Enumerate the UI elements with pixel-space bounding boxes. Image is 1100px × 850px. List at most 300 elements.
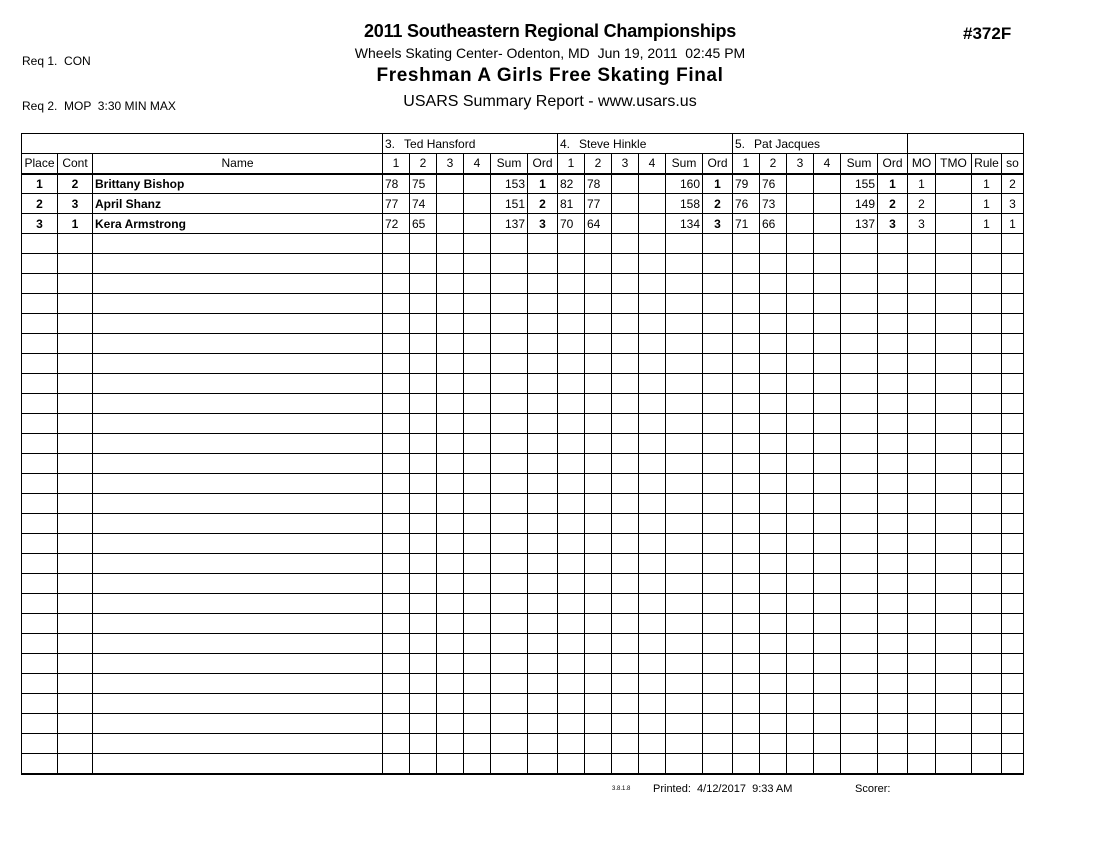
empty-cell [464,454,491,474]
empty-cell [639,594,666,614]
empty-cell [410,274,437,294]
empty-cell [972,334,1002,354]
empty-cell [703,734,733,754]
empty-cell [528,674,558,694]
empty-cell [383,574,410,594]
empty-cell [639,634,666,654]
empty-cell [972,354,1002,374]
empty-cell [585,654,612,674]
empty-cell [585,374,612,394]
empty-cell [58,634,93,654]
empty-cell [437,394,464,414]
empty-cell [1002,574,1024,594]
empty-cell [464,494,491,514]
empty-cell [972,714,1002,734]
empty-cell [410,454,437,474]
empty-cell [936,554,972,574]
empty-cell [814,754,841,774]
empty-cell [464,714,491,734]
judge3-sum: 137 [491,214,528,234]
empty-cell [1002,274,1024,294]
empty-cell [58,294,93,314]
empty-cell [787,294,814,314]
empty-cell [558,514,585,534]
empty-cell [464,274,491,294]
empty-cell [1002,494,1024,514]
empty-cell [878,674,908,694]
empty-cell [814,514,841,534]
title-block [0,21,1100,111]
empty-cell [22,294,58,314]
col-header-place: Place [22,154,58,174]
empty-cell [972,254,1002,274]
empty-cell [733,434,760,454]
empty-cell [1002,534,1024,554]
rule-value: 1 [972,174,1002,194]
empty-cell [491,234,528,254]
empty-cell [437,374,464,394]
judge3-score-1: 77 [383,194,410,214]
empty-cell [383,554,410,574]
empty-cell [814,494,841,514]
empty-cell [93,534,383,554]
empty-cell [972,754,1002,774]
judge3-score-1: 72 [383,214,410,234]
empty-cell [972,374,1002,394]
empty-cell [528,634,558,654]
empty-cell [528,314,558,334]
empty-cell [58,314,93,334]
empty-cell [437,254,464,274]
empty-cell [93,394,383,414]
empty-cell [491,514,528,534]
empty-cell [878,654,908,674]
empty-cell [383,454,410,474]
empty-cell [878,514,908,534]
judge3-score-3 [437,214,464,234]
empty-cell [733,314,760,334]
empty-cell [703,234,733,254]
empty-cell [437,234,464,254]
empty-cell [787,274,814,294]
empty-cell [666,234,703,254]
empty-cell [787,534,814,554]
empty-row [22,374,1024,394]
empty-cell [1002,474,1024,494]
empty-cell [908,414,936,434]
empty-cell [787,634,814,654]
empty-cell [878,454,908,474]
empty-cell [93,474,383,494]
empty-cell [58,594,93,614]
empty-cell [464,534,491,554]
empty-cell [639,394,666,414]
empty-cell [787,494,814,514]
judge3-ordinal: 2 [528,194,558,214]
empty-cell [1002,614,1024,634]
empty-cell [666,634,703,654]
empty-cell [814,474,841,494]
empty-cell [558,394,585,414]
empty-cell [383,614,410,634]
empty-cell [814,334,841,354]
empty-cell [585,734,612,754]
empty-cell [558,534,585,554]
empty-cell [703,274,733,294]
empty-cell [383,594,410,614]
empty-cell [612,494,639,514]
empty-cell [1002,414,1024,434]
empty-cell [666,614,703,634]
empty-cell [936,374,972,394]
col-header-judge4-3: 3 [612,154,639,174]
empty-cell [666,554,703,574]
empty-cell [612,314,639,334]
col-header-judge5-3: 3 [787,154,814,174]
empty-cell [972,574,1002,594]
empty-cell [733,754,760,774]
judge4-score-4 [639,194,666,214]
empty-row [22,614,1024,634]
empty-cell [703,614,733,634]
empty-cell [58,574,93,594]
col-header-judge4-1: 1 [558,154,585,174]
empty-cell [491,354,528,374]
empty-cell [58,554,93,574]
empty-cell [464,314,491,334]
empty-cell [733,354,760,374]
empty-cell [410,474,437,494]
empty-cell [841,574,878,594]
judge5-score-3 [787,174,814,194]
empty-cell [383,414,410,434]
col-header-name: Name [93,154,383,174]
rule-value: 1 [972,214,1002,234]
empty-cell [528,454,558,474]
empty-cell [639,354,666,374]
judge5-score-2: 76 [760,174,787,194]
empty-cell [936,634,972,654]
judge5-score-4 [814,174,841,194]
empty-cell [639,494,666,514]
empty-cell [93,434,383,454]
judge4-score-3 [612,174,639,194]
empty-cell [733,494,760,514]
empty-cell [639,574,666,594]
empty-cell [437,474,464,494]
col-header-judge4-sum: Sum [666,154,703,174]
empty-row [22,494,1024,514]
empty-cell [58,354,93,374]
empty-cell [733,454,760,474]
empty-cell [58,714,93,734]
empty-cell [22,314,58,334]
empty-cell [464,414,491,434]
empty-cell [585,474,612,494]
empty-cell [491,334,528,354]
empty-cell [528,654,558,674]
empty-cell [410,594,437,614]
empty-cell [22,594,58,614]
empty-cell [491,614,528,634]
empty-cell [383,274,410,294]
empty-cell [491,654,528,674]
empty-cell [878,494,908,514]
empty-cell [410,614,437,634]
col-header-judge4-ord: Ord [703,154,733,174]
judge-header-3 [383,134,558,154]
empty-cell [410,334,437,354]
empty-cell [58,754,93,774]
col-header-judge5-1: 1 [733,154,760,174]
empty-cell [558,594,585,614]
empty-cell [814,434,841,454]
empty-cell [437,754,464,774]
empty-cell [936,594,972,614]
empty-cell [410,714,437,734]
empty-cell [787,254,814,274]
empty-cell [841,254,878,274]
req-line-1: Req 1. CON [22,54,91,68]
empty-cell [410,694,437,714]
empty-cell [1002,294,1024,314]
empty-cell [437,334,464,354]
empty-cell [58,654,93,674]
empty-cell [703,514,733,534]
judge3-score-3 [437,194,464,214]
empty-cell [410,374,437,394]
empty-cell [491,594,528,614]
empty-cell [464,694,491,714]
empty-cell [703,294,733,314]
empty-cell [58,614,93,634]
empty-cell [22,434,58,454]
empty-cell [787,434,814,454]
empty-cell [908,674,936,694]
empty-cell [878,374,908,394]
empty-cell [93,514,383,534]
empty-cell [703,254,733,274]
empty-cell [528,734,558,754]
empty-cell [733,254,760,274]
empty-cell [585,554,612,574]
empty-cell [612,294,639,314]
empty-cell [703,714,733,734]
col-header-judge4-4: 4 [639,154,666,174]
empty-cell [1002,374,1024,394]
empty-cell [703,454,733,474]
empty-cell [528,614,558,634]
empty-cell [703,754,733,774]
empty-cell [558,334,585,354]
empty-cell [878,574,908,594]
empty-cell [585,674,612,694]
empty-cell [908,454,936,474]
empty-cell [58,434,93,454]
empty-cell [585,414,612,434]
col-header-judge5-2: 2 [760,154,787,174]
empty-cell [814,274,841,294]
empty-cell [612,714,639,734]
empty-cell [760,754,787,774]
place-value: 3 [22,214,58,234]
empty-cell [639,294,666,314]
empty-cell [464,294,491,314]
empty-cell [383,754,410,774]
empty-cell [878,734,908,754]
empty-cell [814,394,841,414]
empty-cell [585,334,612,354]
empty-cell [639,514,666,534]
empty-cell [383,694,410,714]
empty-cell [639,234,666,254]
empty-cell [1002,514,1024,534]
col-header-so: so [1002,154,1024,174]
empty-cell [437,734,464,754]
empty-cell [558,614,585,634]
empty-cell [787,714,814,734]
empty-cell [383,634,410,654]
empty-cell [93,354,383,374]
empty-cell [22,534,58,554]
empty-row [22,534,1024,554]
empty-cell [908,394,936,414]
skater-name: Brittany Bishop [93,174,383,194]
judge5-score-1: 71 [733,214,760,234]
empty-cell [528,514,558,534]
empty-cell [639,414,666,434]
empty-cell [383,374,410,394]
empty-cell [491,414,528,434]
empty-cell [666,354,703,374]
empty-cell [972,314,1002,334]
empty-cell [639,254,666,274]
empty-cell [936,694,972,714]
empty-cell [93,314,383,334]
empty-cell [410,754,437,774]
empty-cell [58,514,93,534]
skater-name: Kera Armstrong [93,214,383,234]
empty-cell [908,314,936,334]
empty-cell [814,734,841,754]
empty-cell [585,394,612,414]
empty-cell [787,334,814,354]
empty-cell [410,234,437,254]
empty-cell [841,374,878,394]
empty-cell [585,694,612,714]
empty-cell [841,314,878,334]
empty-cell [878,354,908,374]
col-header-judge3-4: 4 [464,154,491,174]
empty-cell [733,394,760,414]
empty-cell [22,394,58,414]
empty-cell [93,554,383,574]
empty-cell [972,434,1002,454]
empty-cell [58,334,93,354]
empty-cell [58,274,93,294]
empty-cell [936,514,972,534]
skater-name: April Shanz [93,194,383,214]
empty-cell [410,494,437,514]
empty-cell [410,414,437,434]
empty-cell [558,654,585,674]
empty-cell [437,574,464,594]
empty-cell [612,414,639,434]
empty-cell [612,734,639,754]
empty-cell [639,534,666,554]
empty-cell [814,694,841,714]
empty-row [22,274,1024,294]
empty-cell [585,314,612,334]
empty-cell [733,234,760,254]
empty-cell [93,574,383,594]
empty-cell [972,614,1002,634]
empty-cell [558,434,585,454]
empty-cell [464,654,491,674]
empty-cell [936,654,972,674]
so-value: 3 [1002,194,1024,214]
col-header-judge5-4: 4 [814,154,841,174]
empty-cell [733,374,760,394]
empty-cell [93,734,383,754]
empty-cell [814,654,841,674]
empty-cell [878,274,908,294]
judge4-score-4 [639,214,666,234]
empty-cell [22,474,58,494]
col-header-rule: Rule [972,154,1002,174]
judge5-score-4 [814,214,841,234]
empty-cell [666,294,703,314]
empty-cell [814,454,841,474]
judge-name: Ted Hansford [404,136,476,151]
championship-title: 2011 Southeastern Regional Championships [363,21,737,41]
empty-cell [666,274,703,294]
judge4-score-4 [639,174,666,194]
empty-cell [93,714,383,734]
empty-cell [383,534,410,554]
empty-cell [814,294,841,314]
empty-cell [760,614,787,634]
empty-cell [410,294,437,314]
empty-cell [666,574,703,594]
empty-cell [558,234,585,254]
place-value: 1 [22,174,58,194]
empty-cell [585,594,612,614]
empty-cell [733,574,760,594]
empty-cell [528,434,558,454]
empty-cell [437,274,464,294]
empty-cell [612,474,639,494]
results-table [21,133,1024,775]
empty-cell [22,734,58,754]
empty-cell [733,734,760,754]
empty-cell [58,694,93,714]
empty-cell [878,414,908,434]
empty-cell [666,414,703,434]
empty-cell [733,534,760,554]
empty-cell [93,754,383,774]
judge5-score-2: 73 [760,194,787,214]
empty-cell [703,574,733,594]
empty-cell [528,334,558,354]
judge5-score-1: 79 [733,174,760,194]
so-value: 2 [1002,174,1024,194]
empty-cell [639,454,666,474]
empty-cell [491,254,528,274]
empty-cell [464,554,491,574]
empty-cell [878,474,908,494]
empty-cell [703,474,733,494]
